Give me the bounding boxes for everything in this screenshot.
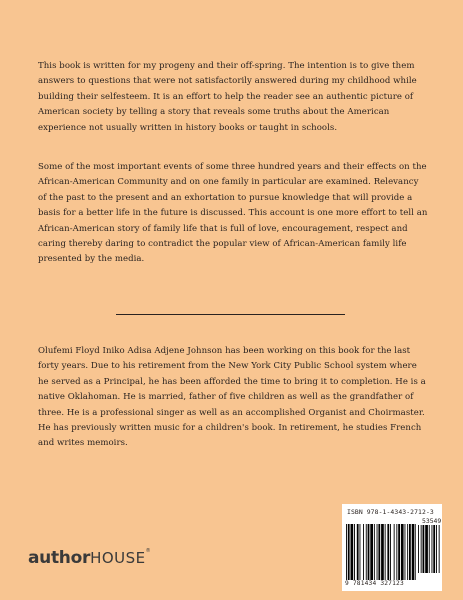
isbn-label: ISBN 978-1-4343-2712-3: [347, 508, 434, 516]
barcode-bar: [360, 524, 361, 580]
addon-barcode-bar: [425, 525, 428, 573]
barcode-bar: [346, 524, 347, 580]
barcode-bar: [409, 524, 411, 580]
publisher-logo-house: HOUSE: [90, 549, 146, 567]
addon-barcode: [418, 525, 440, 573]
barcode-bar: [401, 524, 404, 580]
barcode-bar: [351, 524, 354, 580]
barcode-bar: [398, 524, 400, 580]
addon-barcode-bar: [439, 525, 440, 573]
price-code: 53549: [422, 517, 442, 525]
barcode-bar: [368, 524, 370, 580]
addon-barcode-bar: [418, 525, 419, 573]
barcode-bar: [374, 524, 375, 580]
barcode-bar: [405, 524, 406, 580]
publisher-logo: [28, 548, 151, 568]
blurb-paragraph-2: Some of the most important events of some three hundred years and their effects on the African-American Community and on one family in particular are examined. Relevancy of the past to the present and an exhortation to pursue knowledge that will provide a basis for a better life in the future is discussed. This account is one more effort to tell an African-American story of family life that is full of love, encouragement, respect and caring thereby daring to contradict the popular view of African-American family life presented by the media.: [38, 162, 428, 265]
addon-barcode-bar: [421, 525, 422, 573]
barcode-bar: [378, 524, 380, 580]
barcode-bar: [396, 524, 397, 580]
publisher-logo-author: author: [28, 548, 91, 568]
addon-barcode-bar: [433, 525, 435, 573]
barcode-bar: [354, 524, 355, 580]
addon-barcode-bar: [429, 525, 430, 573]
barcode-bar: [377, 524, 378, 580]
barcode-bar: [387, 524, 389, 580]
barcode-bar: [415, 524, 416, 580]
blurb-paragraph-1: This book is written for my progeny and their off-spring. The intention is to give them answers to questions that were not satisfactorily answered during my childhood while building their selfesteem. It is an effort to help the reader see an authentic picture of American society by telling a story that reveals some truths about the American experience not usually written in history books or taught in schools.: [38, 61, 417, 133]
barcode-bar: [370, 524, 373, 580]
ean-barcode: [346, 524, 416, 580]
barcode-bar: [366, 524, 367, 580]
author-bio: Olufemi Floyd Iniko Adisa Adjene Johnson has been working on this book for the last forty years. Due to his retirement from the New York City Public School system where he served as a Principal, he has been afforded the time to bring it to completion. He is a native Oklahoman. He is married, father of five children as well as the grandfather of three. He is a professional singer as well as an accomplished Organist and Choirmaster. He has previously written music for a children's book. In retirement, he studies French and writes memoirs.: [38, 346, 426, 449]
barcode-number: 9 781434 327123: [345, 580, 404, 587]
barcode-bar: [394, 524, 395, 580]
barcode-bar: [348, 524, 350, 580]
barcode-bar: [381, 524, 384, 580]
addon-barcode-bar: [423, 525, 425, 573]
addon-barcode-bar: [436, 525, 437, 573]
addon-barcode-bar: [432, 525, 433, 573]
barcode-bar: [407, 524, 408, 580]
barcode-bar: [363, 524, 364, 580]
divider-rule: [116, 314, 345, 315]
barcode-bar: [390, 524, 391, 580]
barcode-bar: [385, 524, 386, 580]
barcode-bar: [357, 524, 359, 580]
barcode-bar: [412, 524, 415, 580]
trademark-symbol: ®: [145, 548, 151, 554]
